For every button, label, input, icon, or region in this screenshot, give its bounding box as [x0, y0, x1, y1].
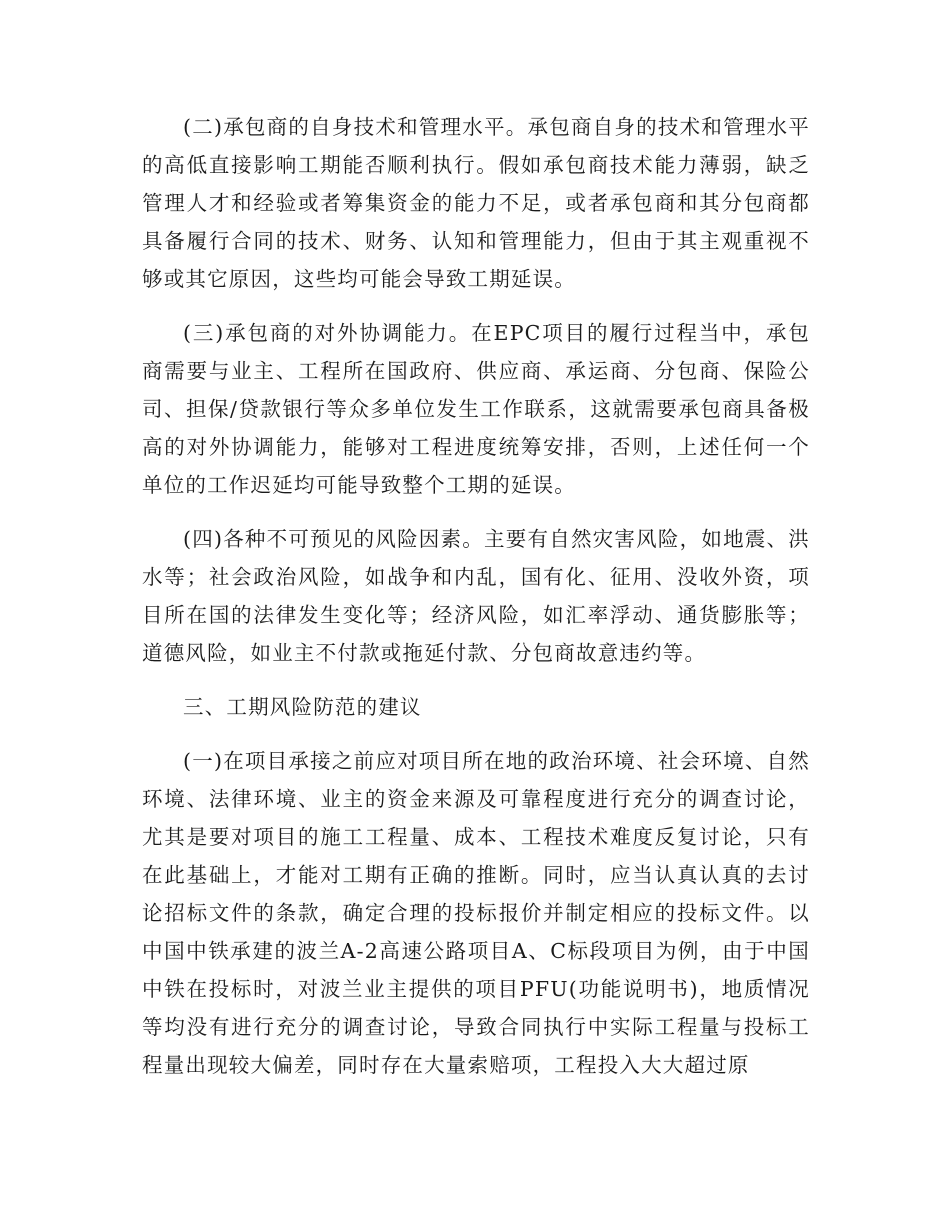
paragraph-unforeseen-risks: (四)各种不可预见的风险因素。主要有自然灾害风险，如地震、洪水等；社会政治风险，如战争和内乱，国有化、征用、没收外资，项目所在国的法律发生变化等；经济风险，如汇率浮动、通货膨胀等；道德风险，如业主不付款或拖延付款、分包商故意违约等。 [142, 527, 810, 665]
paragraph-pre-contract-investigation: (一)在项目承接之前应对项目所在地的政治环境、社会环境、自然环境、法律环境、业主的资金来源及可靠程度进行充分的调查讨论，尤其是要对项目的施工工程量、成本、工程技术难度反复讨论，只有在此基础上，才能对工期有正确的推断。同时，应当认真认真的去讨论招标文件的条款，确定合理的投标报价并制定相应的投标文件。以中国中铁承建的波兰A-2高速公路项目A、C标段项目为例，由于中国中铁在投标时，对波兰业主提供的项目PFU(功能说明书)，地质情况等均没有进行充分的调查讨论，导致合同执行中实际工程量与投标工程量出现较大偏差，同时存在大量索赔项，工程投入大大超过原 [142, 749, 810, 1077]
paragraph-external-coordination: (三)承包商的对外协调能力。在EPC项目的履行过程当中，承包商需要与业主、工程所在国政府、供应商、承运商、分包商、保险公司、担保/贷款银行等众多单位发生工作联系，这就需要承包商具备极高的对外协调能力，能够对工程进度统筹安排，否则，上述任何一个单位的工作迟延均可能导致整个工期的延误。 [142, 321, 810, 497]
document-body [142, 108, 810, 1100]
paragraph-contractor-capability: (二)承包商的自身技术和管理水平。承包商自身的技术和管理水平的高低直接影响工期能否顺利执行。假如承包商技术能力薄弱，缺乏管理人才和经验或者筹集资金的能力不足，或者承包商和其分包商都具备履行合同的技术、财务、认知和管理能力，但由于其主观重视不够或其它原因，这些均可能会导致工期延误。 [142, 115, 810, 291]
section-heading-risk-prevention: 三、工期风险防范的建议 [183, 695, 422, 719]
